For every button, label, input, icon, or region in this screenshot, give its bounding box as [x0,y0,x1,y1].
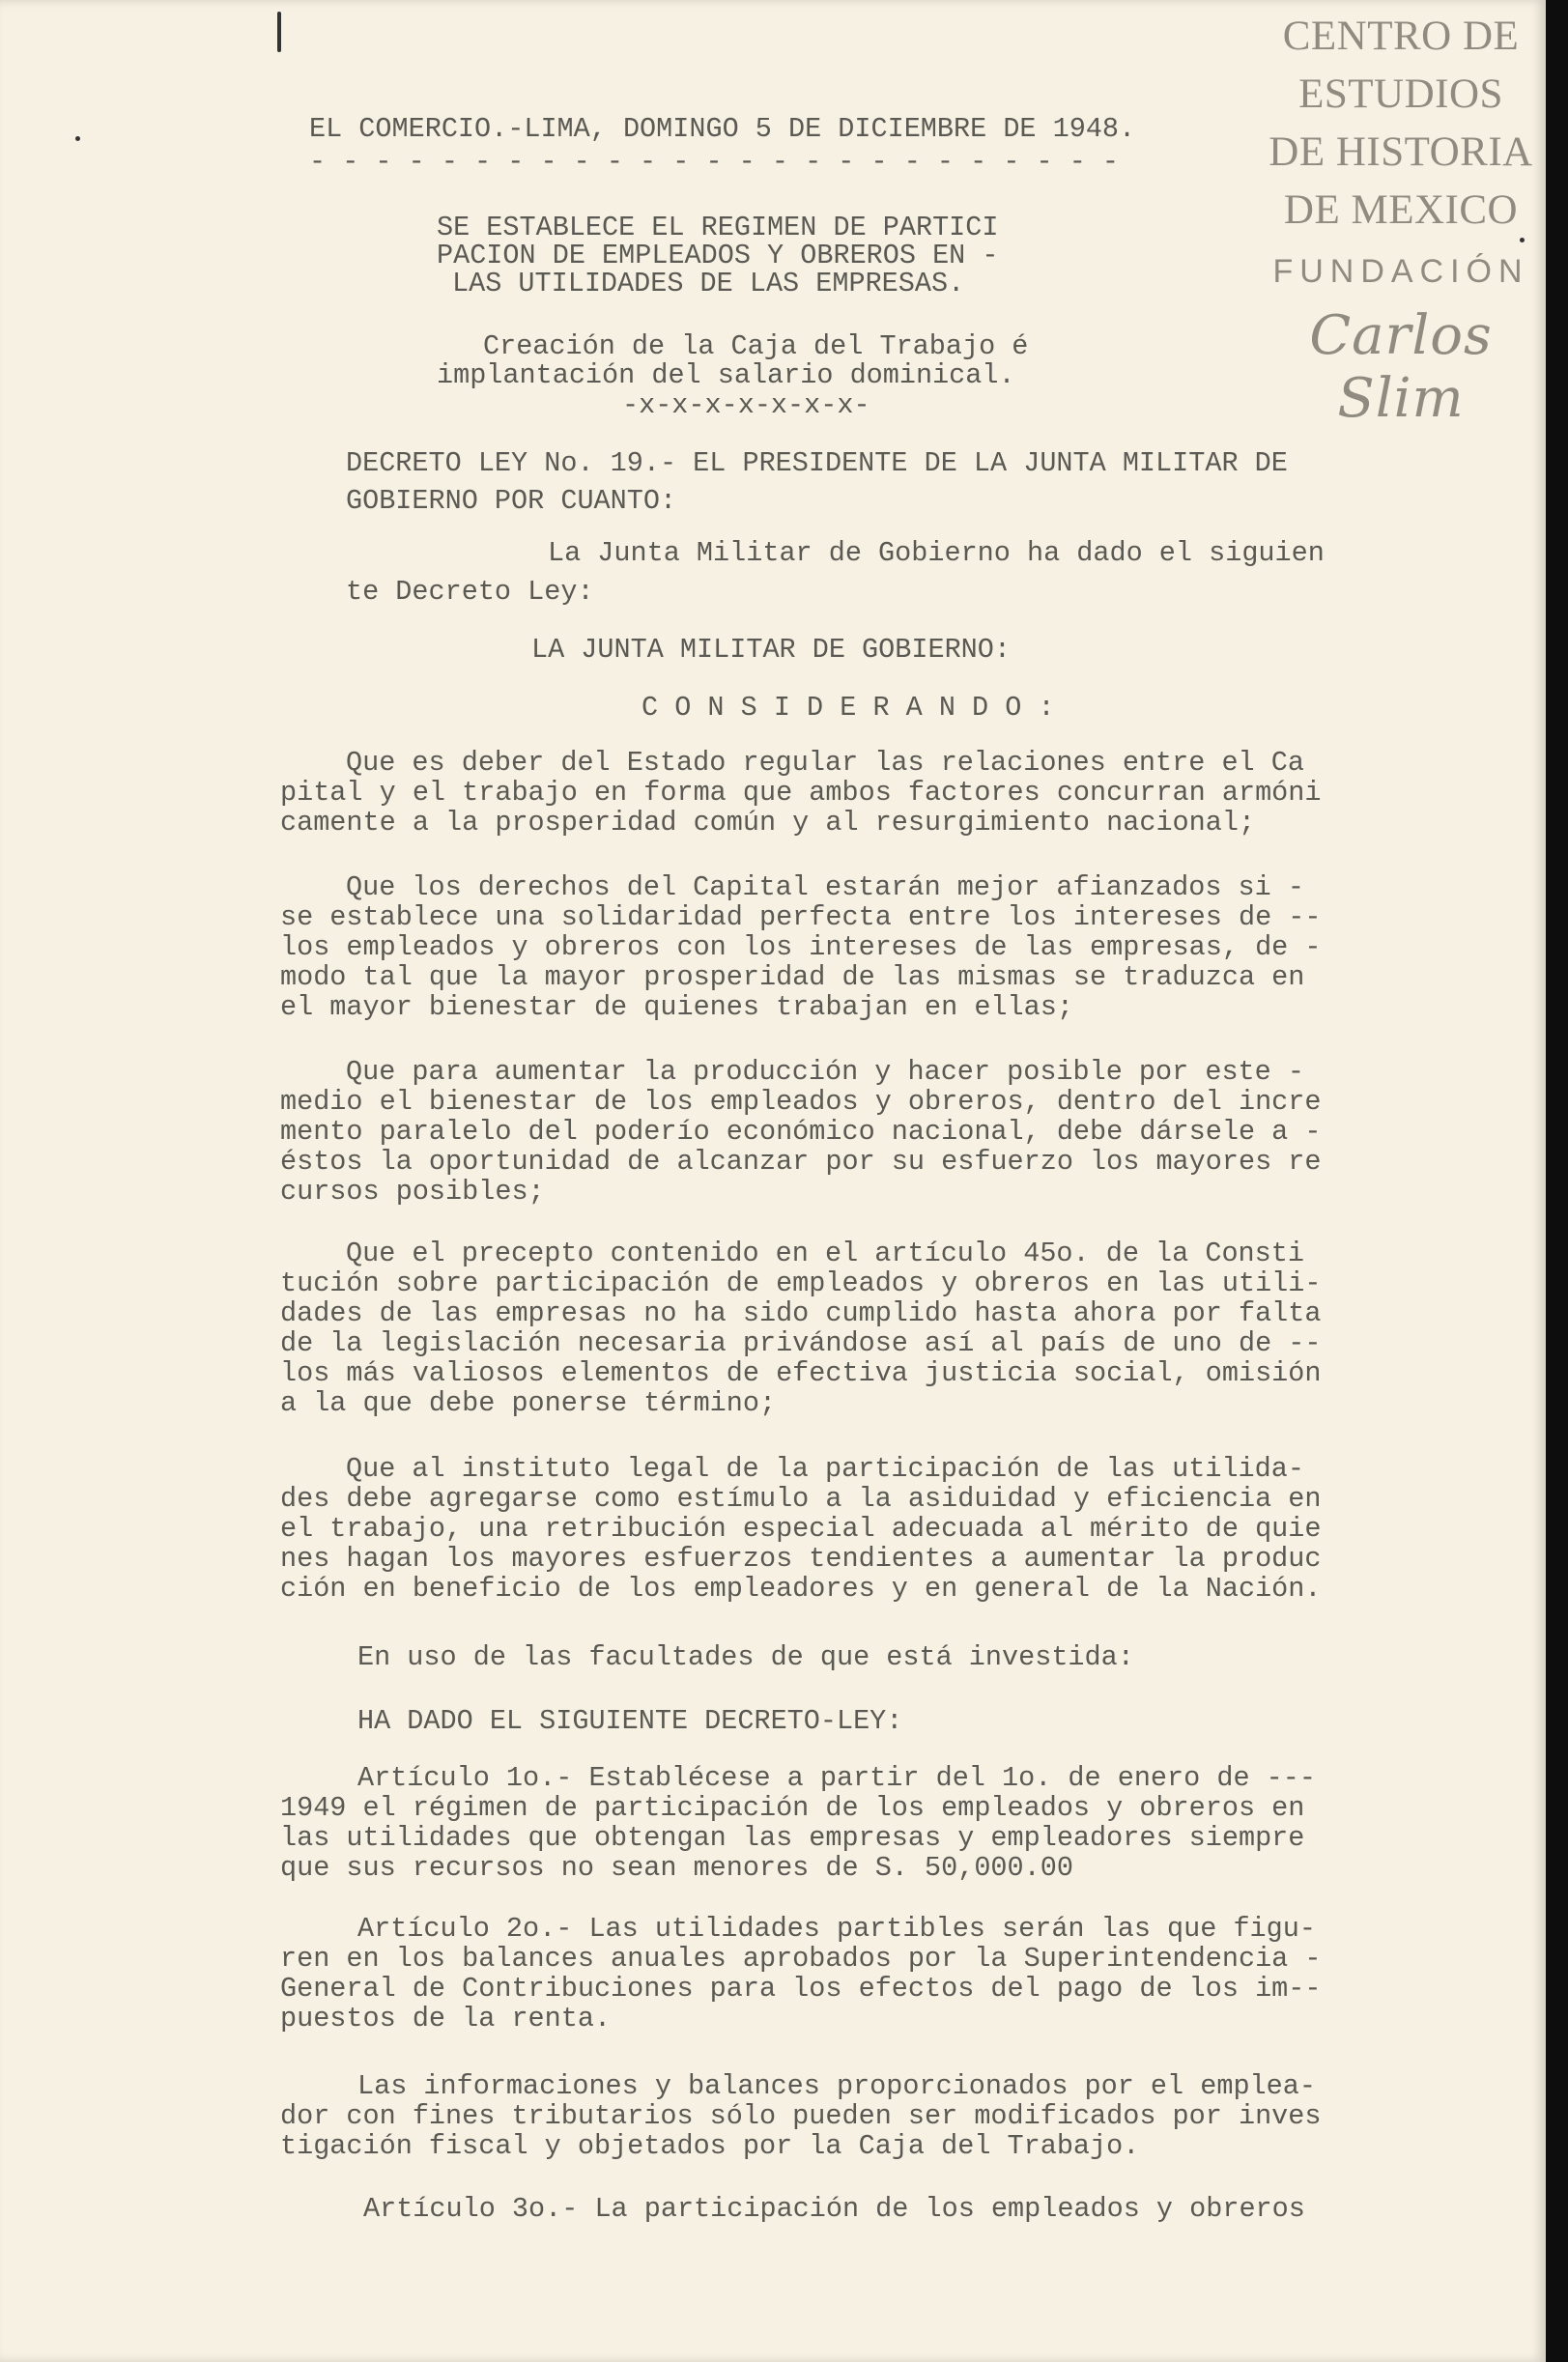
subheadline-line: Creación de la Caja del Trabajo é [483,330,1029,362]
paragraph-first-line: Artículo 3o.- La participación de los empleados y obreros [363,2193,1305,2225]
decree-heading: GOBIERNO POR CUANTO: [346,485,677,517]
paragraph-line: ción en beneficio de los empleadores y en general de la Nación. [280,1573,1322,1605]
paragraph-line: tución sobre participación de empleados y obreros en las utili- [280,1267,1322,1299]
paragraph-line: cursos posibles; [280,1176,545,1208]
paragraph-first-line: Que el precepto contenido en el artículo 45o. de la Consti [346,1238,1304,1269]
staple-mark [277,12,281,52]
paragraph-line: éstos la oportunidad de alcanzar por su esfuerzo los mayores re [280,1146,1322,1178]
paragraph-line: nes hagan los mayores esfuerzos tendientes a aumentar la produc [280,1543,1322,1575]
paragraph-first-line: En uso de las facultades de que está investida: [357,1641,1134,1673]
headline-line: LAS UTILIDADES DE LAS EMPRESAS. [452,268,965,299]
watermark-line: ESTUDIOS [1298,71,1503,117]
paragraph-line: puestos de la renta. [280,2003,612,2035]
paragraph-line: que sus recursos no sean menores de S. 50,000.00 [280,1852,1073,1884]
watermark-line: CENTRO DE [1282,14,1520,59]
paragraph-line: pital y el trabajo en forma que ambos factores concurran armóni [280,777,1322,809]
decree-heading: DECRETO LEY No. 19.- EL PRESIDENTE DE LA JUNTA MILITAR DE [346,447,1288,479]
paragraph-line: el trabajo, una retribución especial adecuada al mérito de quie [280,1513,1322,1545]
watermark-signature: Carlos Slim [1309,304,1493,430]
subheadline-line: implantación del salario dominical. [437,359,1015,391]
paragraph-first-line: Que para aumentar la producción y hacer posible por este - [346,1056,1304,1088]
headline-line: SE ESTABLECE EL REGIMEN DE PARTICI [437,212,999,243]
decree-intro: te Decreto Ley: [346,576,594,608]
dateline-rule: - - - - - - - - - - - - - - - - - - - - - - - - - [309,146,1120,178]
archive-watermark [1256,8,1546,430]
section-separator: -x-x-x-x-x-x-x- [622,389,870,421]
paragraph-first-line: HA DADO EL SIGUIENTE DECRETO-LEY: [357,1705,903,1737]
paragraph-first-line: Artículo 2o.- Las utilidades partibles serán las que figu- [357,1913,1316,1945]
paragraph-line: General de Contribuciones para los efectos del pago de los im-- [280,1973,1322,2005]
watermark-line: DE HISTORIA [1269,129,1533,175]
paragraph-line: se establece una solidaridad perfecta entre los intereses de -- [280,901,1322,933]
paragraph-line: de la legislación necesaria privándose así al país de uno de -- [280,1327,1322,1359]
scan-edge [1546,0,1568,2362]
watermark-line: DE MEXICO [1283,187,1519,233]
paragraph-first-line: Que los derechos del Capital estarán mejor afianzados si - [346,871,1304,903]
paragraph-first-line: Que es deber del Estado regular las relaciones entre el Ca [346,747,1304,779]
paragraph-line: las utilidades que obtengan las empresas y empleadores siempre [280,1822,1305,1854]
considerando-heading: C O N S I D E R A N D O : [641,692,1055,724]
decree-intro: La Junta Militar de Gobierno ha dado el siguien [548,537,1325,569]
newspaper-dateline: EL COMERCIO.-LIMA, DOMINGO 5 DE DICIEMBRE DE 1948. [309,113,1136,145]
headline-line: PACION DE EMPLEADOS Y OBREROS EN - [437,240,999,271]
paragraph-first-line: Artículo 1o.- Establécese a partir del 1o. de enero de --- [357,1762,1316,1794]
watermark-foundation: FUNDACIÓN [1272,253,1529,290]
paragraph-line: mento paralelo del poderío económico nacional, debe dársele a - [280,1116,1322,1148]
paragraph-line: dades de las empresas no ha sido cumplido hasta ahora por falta [280,1297,1322,1329]
paragraph-line: tigación fiscal y objetados por la Caja del Trabajo. [280,2130,1140,2162]
paragraph-line: modo tal que la mayor prosperidad de las mismas se traduzca en [280,961,1305,993]
paragraph-line: medio el bienestar de los empleados y obreros, dentro del incre [280,1086,1322,1118]
paragraph-line: des debe agregarse como estímulo a la asiduidad y eficiencia en [280,1483,1322,1515]
paragraph-first-line: Que al instituto legal de la participación de las utilida- [346,1453,1304,1485]
paragraph-line: los más valiosos elementos de efectiva justicia social, omisión [280,1357,1322,1389]
paragraph-line: el mayor bienestar de quienes trabajan en ellas; [280,991,1073,1023]
paragraph-line: ren en los balances anuales aprobados por la Superintendencia - [280,1943,1322,1975]
paragraph-line: dor con fines tributarios sólo pueden ser modificados por inves [280,2100,1322,2132]
paragraph-first-line: Las informaciones y balances proporcionados por el emplea- [357,2070,1316,2102]
paragraph-line: camente a la prosperidad común y al resurgimiento nacional; [280,807,1256,839]
paragraph-line: a la que debe ponerse término; [280,1387,777,1419]
ink-dot [75,136,80,141]
junta-heading: LA JUNTA MILITAR DE GOBIERNO: [531,634,1011,666]
paragraph-line: los empleados y obreros con los intereses de las empresas, de - [280,931,1322,963]
paragraph-line: 1949 el régimen de participación de los empleados y obreros en [280,1792,1305,1824]
